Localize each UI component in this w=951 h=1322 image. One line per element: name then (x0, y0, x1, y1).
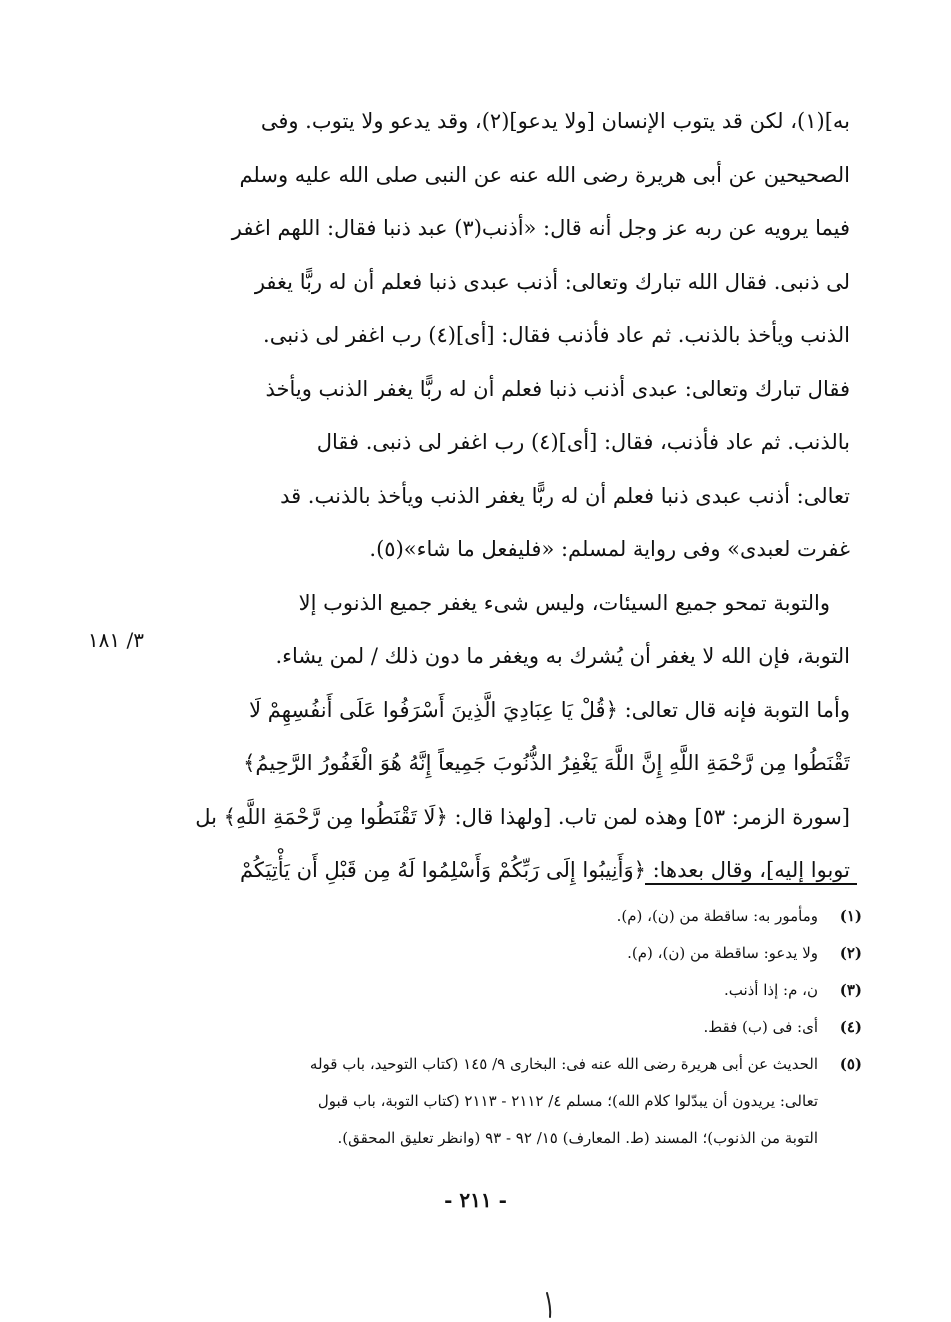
footnote-text (150, 972, 818, 1009)
footnote-number: (١) (839, 907, 862, 925)
text-line: الذنب ويأخذ بالذنب. ثم عاد فأذنب فقال: [أى](٤) رب اغفر لى ذنبى. (263, 323, 850, 347)
footnote-line: ومأمور به: ساقطة من (ن)، (م). (616, 907, 818, 925)
footnote-line: ن، م: إذا أذنب. (723, 981, 818, 999)
footnote-divider (645, 883, 857, 885)
footnote-number: (٤) (839, 1018, 862, 1036)
margin-reference: ٣/ ١٨١ (87, 628, 144, 652)
footnote-item (150, 1009, 862, 1046)
text-line: تعالى: أذنب عبدى ذنبا فعلم أن له ربًّا يغفر الذنب ويأخذ بالذنب. قد (280, 483, 850, 508)
footnote-line: التوبة من الذنوب)؛ المسند (ط. المعارف) ١٥/ ٩٢ - ٩٣ (وانظر تعليق المحقق). (337, 1129, 818, 1147)
text-line: فيما يرويه عن ربه عز وجل أنه قال: «أذنب(٣) عبد ذنبا فقال: اللهم اغفر (231, 216, 850, 240)
footnote-text (150, 1046, 818, 1157)
footnote-item (150, 1046, 862, 1157)
footnote-text (150, 1009, 818, 1046)
footnote-line: أى: فى (ب) فقط. (703, 1018, 818, 1036)
main-text-block (150, 95, 850, 898)
page-number: - ٢١١ - (444, 1188, 507, 1212)
text-line: التوبة، فإن الله لا يغفر أن يُشرك به ويغفر ما دون ذلك / لمن يشاء. (275, 644, 850, 668)
text-line: غفرت لعبدى» وفى رواية لمسلم: «فليفعل ما شاء»(٥). (369, 537, 850, 561)
footnote-text (150, 898, 818, 935)
quran-quote-line: وأما التوبة فإنه قال تعالى: ﴿قُلْ يَا عِبَادِيَ الَّذِينَ أَسْرَفُوا عَلَى أَنفُسِهِمْ لَا (249, 697, 850, 722)
footnote-number: (٢) (839, 944, 862, 962)
text-line: الصحيحين عن أبى هريرة رضى الله عنه عن النبى صلى الله عليه وسلم (239, 162, 850, 187)
text-line: بالذنب. ثم عاد فأذنب، فقال: [أى](٤) رب اغفر لى ذنبى. فقال (316, 430, 850, 454)
text-line: فقال تبارك وتعالى: عبدى أذنب ذنبا فعلم أن له ربًّا يغفر الذنب ويأخذ (265, 376, 850, 401)
paragraph-start-line: والتوبة تمحو جميع السيئات، وليس شىء يغفر جميع الذنوب إلا (298, 590, 830, 615)
text-line: به](١)، لكن قد يتوب الإنسان [ولا يدعو](٢)، وقد يدعو ولا يتوب. وفى (260, 109, 850, 133)
handwritten-mark-icon (535, 1290, 565, 1320)
footnote-number: (٥) (839, 1055, 862, 1073)
quran-quote-line: تَقْنَطُوا مِن رَّحْمَةِ اللَّهِ إِنَّ اللَّهَ يَغْفِرُ الذُّنُوبَ جَمِيعاً إِنَّهُ هُوَ الْغَفُورُ الرَّحِيمُ﴾ (243, 751, 850, 775)
footnote-item (150, 972, 862, 1009)
quran-quote-line: توبوا إليه]، وقال بعدها: ﴿وَأَنِيبُوا إِلَى رَبِّكُمْ وَأَسْلِمُوا لَهُ مِن قَبْلِ أَن يَأْتِيَكُمْ (239, 858, 850, 882)
text-line: لى ذنبى. فقال الله تبارك وتعالى: أذنب عبدى ذنبا فعلم أن له ربًّا يغفر (254, 269, 850, 294)
footnote-item (150, 935, 862, 972)
footnote-number: (٣) (839, 981, 862, 999)
footnote-line: ولا يدعو: ساقطة من (ن)، (م). (627, 944, 818, 962)
quran-quote-line: [سورة الزمر: ٥٣] وهذه لمن تاب. [ولهذا قال: ﴿لَا تَقْنَطُوا مِن رَّحْمَةِ اللَّهِ﴾ بل (195, 804, 850, 829)
footnotes-block (150, 898, 862, 1157)
footnote-line: تعالى: يريدون أن يبدّلوا كلام الله)؛ مسلم ٤/ ٢١١٢ - ٢١١٣ (كتاب التوبة، باب قبول (317, 1092, 818, 1110)
footnote-item (150, 898, 862, 935)
footnote-text (150, 935, 818, 972)
footnote-line: الحديث عن أبى هريرة رضى الله عنه فى: البخارى ٩/ ١٤٥ (كتاب التوحيد، باب قوله (309, 1055, 818, 1073)
